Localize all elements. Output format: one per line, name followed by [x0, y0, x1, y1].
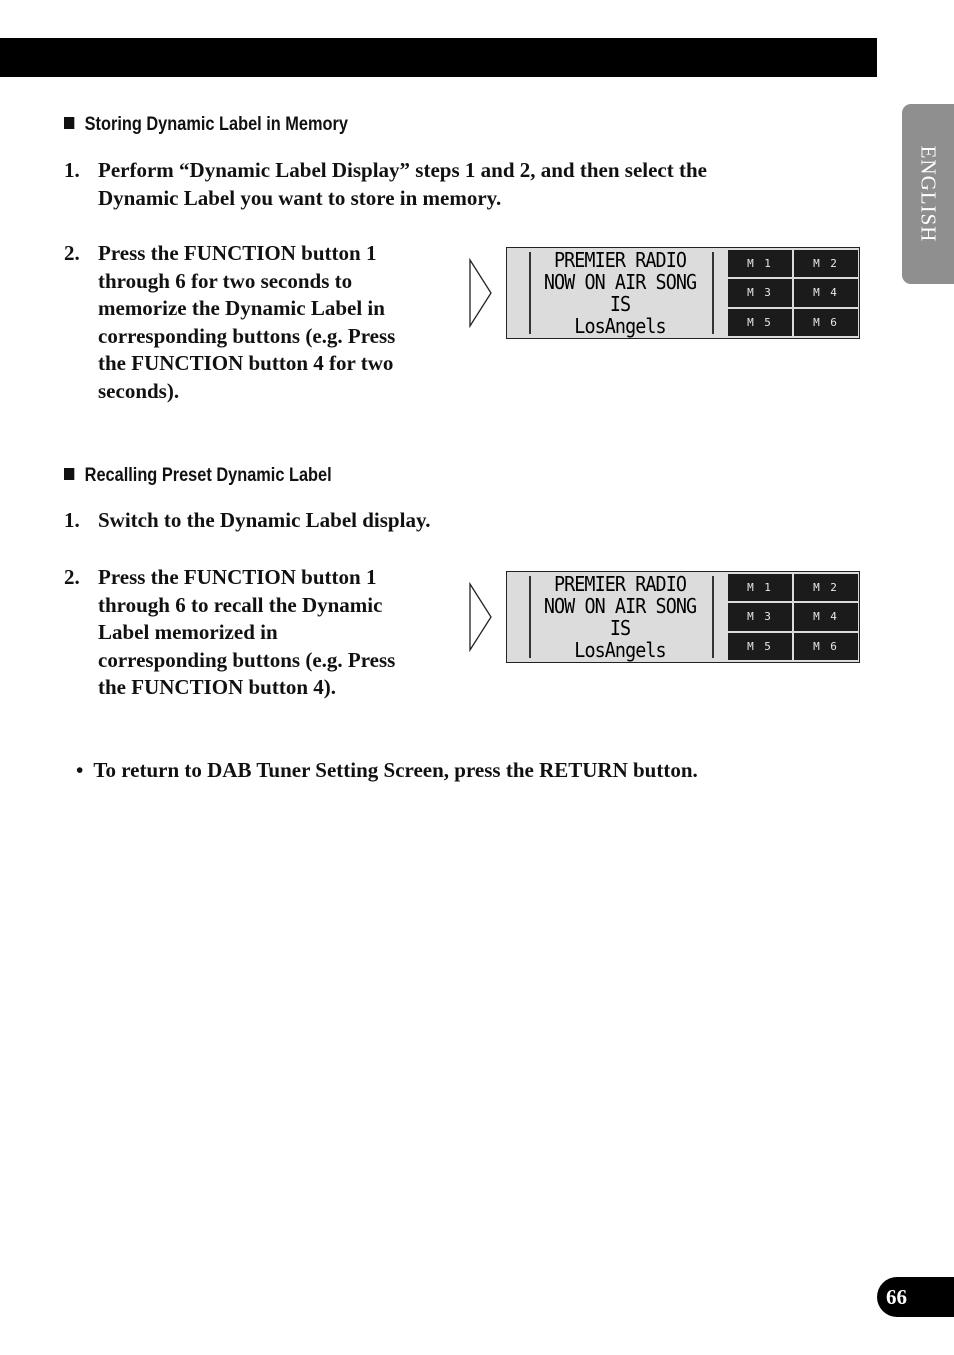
header-bar [0, 38, 877, 77]
section-heading-storing: Storing Dynamic Label in Memory [64, 114, 348, 136]
square-bullet-icon [64, 468, 74, 480]
dynamic-label-display-recall: PREMIER RADIO NOW ON AIR SONG IS LosAngels M 1 M 2 M 3 M 4 M 5 M 6 [506, 571, 860, 663]
memory-button-m6: M 6 [794, 309, 858, 336]
memory-button-m4: M 4 [794, 603, 858, 630]
section-heading-recalling: Recalling Preset Dynamic Label [64, 465, 332, 487]
arrow-right-icon [468, 582, 494, 652]
page-number: 66 [877, 1277, 954, 1317]
memory-button-m6: M 6 [794, 633, 858, 660]
return-note: • To return to DAB Tuner Setting Screen, press the RETURN button. [76, 758, 698, 782]
memory-button-m4: M 4 [794, 279, 858, 306]
memory-button-m5: M 5 [728, 309, 792, 336]
memory-button-m3: M 3 [728, 603, 792, 630]
memory-button-m3: M 3 [728, 279, 792, 306]
memory-button-m1: M 1 [728, 250, 792, 277]
dynamic-label-display-store: PREMIER RADIO NOW ON AIR SONG IS LosAngels M 1 M 2 M 3 M 4 M 5 M 6 [506, 247, 860, 339]
arrow-right-icon [468, 258, 494, 328]
memory-button-m2: M 2 [794, 574, 858, 601]
memory-button-m5: M 5 [728, 633, 792, 660]
memory-button-m1: M 1 [728, 574, 792, 601]
square-bullet-icon [64, 117, 74, 129]
language-tab [902, 104, 954, 284]
language-tab-label: ENGLISH [916, 145, 941, 243]
memory-button-m2: M 2 [794, 250, 858, 277]
